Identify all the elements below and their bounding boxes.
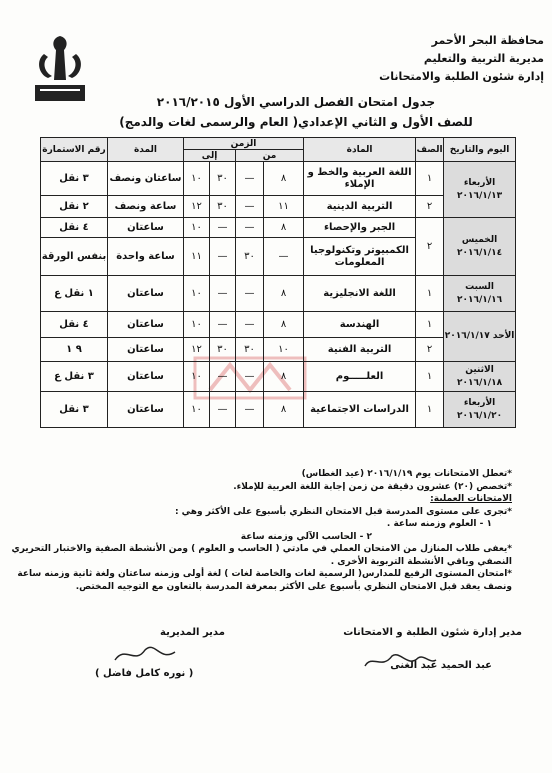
- day-cell: الاثنين ٢٠١٦/١/١٨: [444, 362, 516, 392]
- from-hour-cell: ٨: [264, 218, 304, 238]
- to-minute-cell: —: [210, 238, 236, 276]
- to-minute-cell: ٣٠: [210, 196, 236, 218]
- form-cell: ٣ نقل: [41, 162, 108, 196]
- signature-director-name: ( نوره كامل فاضل ): [95, 668, 194, 679]
- to-minute-cell: —: [210, 362, 236, 392]
- to-hour-cell: ١٠: [184, 392, 210, 428]
- from-hour-cell: ٨: [264, 276, 304, 312]
- from-hour-cell: ٨: [264, 312, 304, 338]
- to-minute-cell: —: [210, 312, 236, 338]
- grade-cell: ٢: [416, 218, 444, 276]
- grade-cell: ٢: [416, 338, 444, 362]
- to-hour-cell: ١٠: [184, 218, 210, 238]
- form-cell: بنفس الورقة: [41, 238, 108, 276]
- admin-signature-scribble: [360, 648, 440, 674]
- from-hour-cell: ٨: [264, 162, 304, 196]
- from-hour-cell: ١٠: [264, 338, 304, 362]
- from-minute-cell: —: [236, 392, 264, 428]
- notes-section: [11, 468, 512, 593]
- subject-cell: اللغة الانجليزية: [304, 276, 416, 312]
- from-minute-cell: ٣٠: [236, 338, 264, 362]
- note-home-students: *يعفى طلاب المنازل من الامتحان العملي في مادتي ( الحاسب و العلوم ) ومن الأنشطة الصفية والاختبار التحريري: [11, 544, 512, 554]
- to-minute-cell: ٣٠: [210, 338, 236, 362]
- header-to: إلى: [184, 150, 236, 162]
- form-cell: ٣ نقل: [41, 392, 108, 428]
- to-hour-cell: ١٢: [184, 338, 210, 362]
- duration-cell: ساعتان: [108, 338, 184, 362]
- grade-cell: ١: [416, 312, 444, 338]
- duration-cell: ساعتان: [108, 392, 184, 428]
- from-minute-cell: —: [236, 312, 264, 338]
- to-hour-cell: ١٠: [184, 162, 210, 196]
- note-high-level: *امتحان المستوى الرفيع للمدارس( الرسمية لغات والخاصة لغات ) لغة أولى وزمنه ساعتان ولغة ثانية وزمنه ساعة: [17, 569, 512, 579]
- duration-cell: ساعتان ونصف: [108, 162, 184, 196]
- to-minute-cell: —: [210, 218, 236, 238]
- from-hour-cell: ٨: [264, 392, 304, 428]
- page-subtitle: للصف الأول و الثاني الإعدادي( العام والرسمى لغات والدمج): [119, 115, 473, 129]
- day-cell: الأربعاء ٢٠١٦/١/٢٠: [444, 392, 516, 428]
- note-practical-heading: الامتحانات العملية:: [430, 494, 512, 504]
- grade-cell: ١: [416, 276, 444, 312]
- day-cell: الأحد ٢٠١٦/١/١٧: [444, 312, 516, 362]
- to-minute-cell: —: [210, 392, 236, 428]
- to-hour-cell: ١٠: [184, 276, 210, 312]
- duration-cell: ساعة واحدة: [108, 238, 184, 276]
- note-home-students-cont: النصفي وباقي الأنشطة التربوية الأخرى .: [330, 556, 512, 567]
- to-minute-cell: ٣٠: [210, 162, 236, 196]
- duration-cell: ساعتان: [108, 276, 184, 312]
- day-cell: الأربعاء ٢٠١٦/١/١٣: [444, 162, 516, 218]
- duration-cell: ساعتان: [108, 218, 184, 238]
- to-minute-cell: —: [210, 276, 236, 312]
- note-science: ١ - العلوم وزمنه ساعة .: [386, 519, 492, 529]
- administration-label: إدارة شئون الطلبة والامتحانات: [379, 70, 544, 83]
- to-hour-cell: ١١: [184, 238, 210, 276]
- signature-director-title: مدير المديرية: [160, 627, 225, 638]
- form-cell: ٤ نقل: [41, 312, 108, 338]
- subject-cell: اللغة العربية والخط و الإملاء: [304, 162, 416, 196]
- form-cell: ٢ نقل: [41, 196, 108, 218]
- from-hour-cell: —: [264, 238, 304, 276]
- note-computer: ٢ - الحاسب الآلي وزمنه ساعة: [240, 531, 372, 542]
- from-minute-cell: —: [236, 196, 264, 218]
- to-hour-cell: ١٠: [184, 312, 210, 338]
- subject-cell: الدراسات الاجتماعية: [304, 392, 416, 428]
- from-hour-cell: ١١: [264, 196, 304, 218]
- form-cell: ٤ نقل: [41, 218, 108, 238]
- signature-admin-title: مدير إدارة شئون الطلبة و الامتحانات: [343, 627, 522, 638]
- from-minute-cell: —: [236, 276, 264, 312]
- duration-cell: ساعتان: [108, 362, 184, 392]
- header-grade: الصف: [416, 138, 444, 162]
- header-time: الزمن: [184, 138, 304, 150]
- grade-cell: ١: [416, 392, 444, 428]
- signature-admin-name: عبد الحميد عبد الغنى: [390, 660, 492, 671]
- from-minute-cell: —: [236, 362, 264, 392]
- day-cell: السبت ٢٠١٦/١/١٦: [444, 276, 516, 312]
- subject-cell: الجبر والإحصاء: [304, 218, 416, 238]
- from-minute-cell: ٣٠: [236, 238, 264, 276]
- from-minute-cell: —: [236, 218, 264, 238]
- grade-cell: ١: [416, 362, 444, 392]
- note-dictation: *تخصص (٢٠) عشرون دقيقة من زمن إجابة اللغة العربية للإملاء.: [233, 481, 512, 492]
- subject-cell: الهندسة: [304, 312, 416, 338]
- form-cell: ٩ ١: [41, 338, 108, 362]
- grade-cell: ٢: [416, 196, 444, 218]
- to-hour-cell: ١٠: [184, 362, 210, 392]
- note-high-level-cont: ونصف يعقد قبل الامتحان النظري بأسبوع على الأكثر بمعرفة المدرسة بالتعاون مع التوجيه المختص.: [75, 581, 512, 592]
- note-holiday: *تعطل الامتحانات يوم ٢٠١٦/١/١٩ (عيد الغطاس): [301, 469, 512, 479]
- from-minute-cell: —: [236, 162, 264, 196]
- subject-cell: الكمبيوتر وتكنولوجيا المعلومات: [304, 238, 416, 276]
- header-day: اليوم والتاريخ: [444, 138, 516, 162]
- from-hour-cell: ٨: [264, 362, 304, 392]
- subject-cell: التربية الفنية: [304, 338, 416, 362]
- duration-cell: ساعتان: [108, 312, 184, 338]
- form-cell: ٣ نقل ع: [41, 362, 108, 392]
- director-signature-scribble: [110, 640, 180, 670]
- duration-cell: ساعة ونصف: [108, 196, 184, 218]
- form-cell: ١ نقل ع: [41, 276, 108, 312]
- page-title: جدول امتحان الفصل الدراسي الأول ٢٠١٦/٢٠١٥: [156, 95, 436, 109]
- day-cell: الخميس ٢٠١٦/١/١٤: [444, 218, 516, 276]
- ministry-emblem: [30, 30, 90, 105]
- exam-schedule-table: [40, 137, 516, 428]
- header-duration: المدة: [108, 138, 184, 162]
- subject-cell: التربية الدينية: [304, 196, 416, 218]
- header-form-number: رقم الاستمارة: [41, 138, 108, 162]
- to-hour-cell: ١٢: [184, 196, 210, 218]
- note-practical-desc: *تجرى على مستوى المدرسة قبل الامتحان النظري بأسبوع على الأكثر وهي :: [174, 506, 512, 517]
- grade-cell: ١: [416, 162, 444, 196]
- header-subject: المادة: [304, 138, 416, 162]
- governorate-label: محافظة البحر الأحمر: [431, 34, 544, 47]
- directorate-label: مديرية التربية والتعليم: [423, 52, 544, 65]
- subject-cell: العلـــــوم: [304, 362, 416, 392]
- header-from: من: [236, 150, 304, 162]
